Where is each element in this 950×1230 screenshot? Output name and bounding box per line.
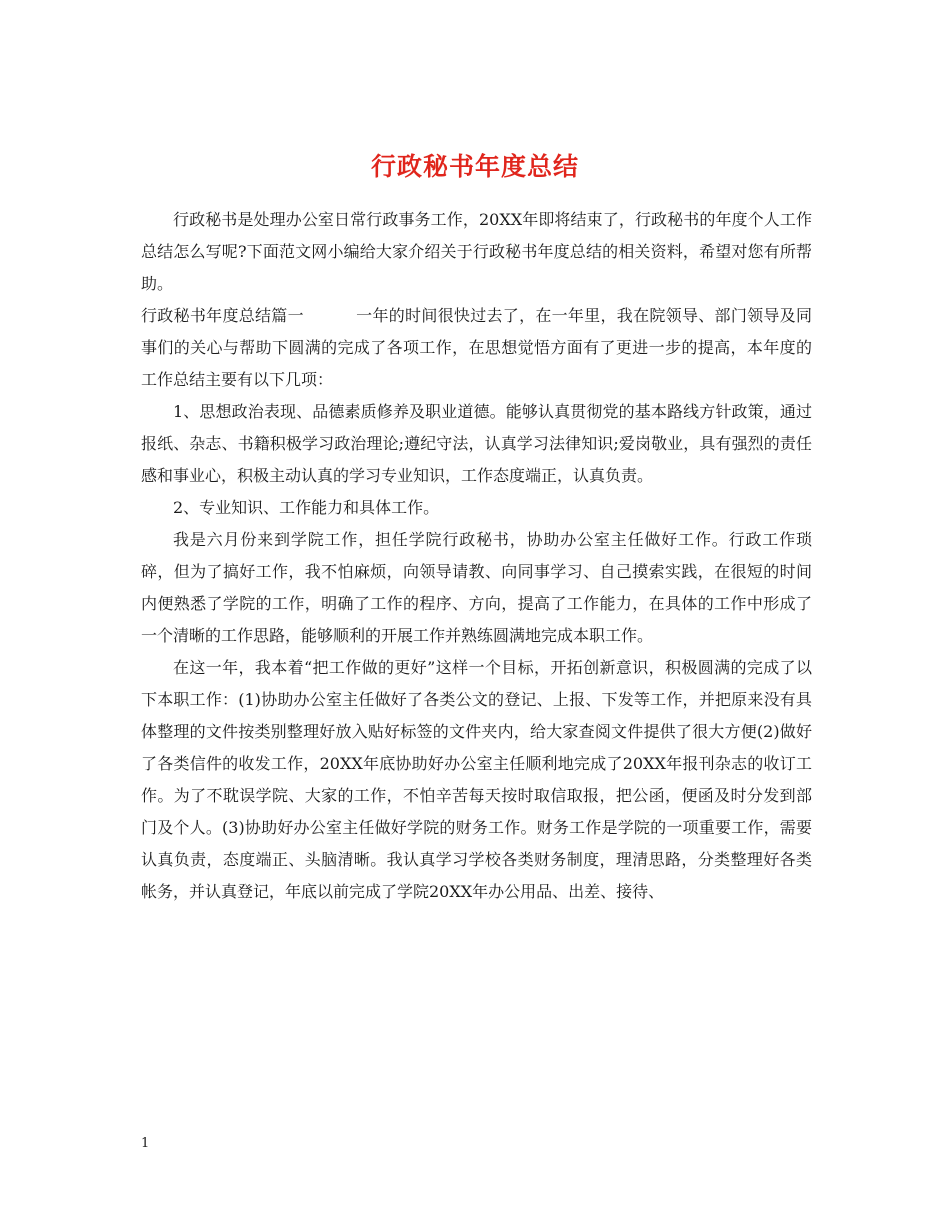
chapter-label: 行政秘书年度总结篇一: [141, 306, 304, 325]
intro-paragraph: 行政秘书是处理办公室日常行政事务工作，20XX年即将结束了，行政秘书的年度个人工作总结怎么写呢?下面范文网小编给大家介绍关于行政秘书年度总结的相关资料，希望对您有所帮助。: [141, 210, 812, 293]
body-paragraph: 我是六月份来到学院工作，担任学院行政秘书，协助办公室主任做好工作。行政工作琐碎，但为了搞好工作，我不怕麻烦，向领导请教、向同事学习、自己摸索实践，在很短的时间内便熟悉了学院的工作，明确了工作的程序、方向，提高了工作能力，在具体的工作中形成了一个清晰的工作思路，能够顺利的开展工作并熟练圆满地完成本职工作。: [141, 530, 812, 645]
chapter-text: 一年的时间很快过去了，在一年里，我在院领导、部门领导及同事们的关心与帮助下圆满的完成了各项工作，在思想觉悟方面有了更进一步的提高，本年度的工作总结主要有以下几项：: [141, 306, 812, 389]
body-paragraph: 2、专业知识、工作能力和具体工作。: [173, 498, 440, 517]
chapter-paragraph: [141, 300, 812, 396]
body-paragraph: 1、思想政治表现、品德素质修养及职业道德。能够认真贯彻党的基本路线方针政策，通过报纸、杂志、书籍积极学习政治理论;遵纪守法，认真学习法律知识;爱岗敬业，具有强烈的责任感和事业心，积极主动认真的学习专业知识，工作态度端正，认真负责。: [141, 402, 812, 485]
page-number: 1: [141, 1136, 150, 1151]
document-body: [141, 204, 812, 908]
body-paragraph: 在这一年，我本着“把工作做的更好”这样一个目标，开拓创新意识，积极圆满的完成了以下本职工作：(1)协助办公室主任做好了各类公文的登记、上报、下发等工作，并把原来没有具体整理的文件按类别整理好放入贴好标签的文件夹内，给大家查阅文件提供了很大方便(2)做好了各类信件的收发工作，20XX年底协助好办公室主任顺利地完成了20XX年报刊杂志的收订工作。为了不耽误学院、大家的工作，不怕辛苦每天按时取信取报，把公函，便函及时分发到部门及个人。(3)协助好办公室主任做好学院的财务工作。财务工作是学院的一项重要工作，需要认真负责，态度端正、头脑清晰。我认真学习学校各类财务制度，理清思路，分类整理好各类帐务，并认真登记，年底以前完成了学院20XX年办公用品、出差、接待、: [141, 658, 812, 901]
document-title: 行政秘书年度总结: [370, 151, 579, 181]
